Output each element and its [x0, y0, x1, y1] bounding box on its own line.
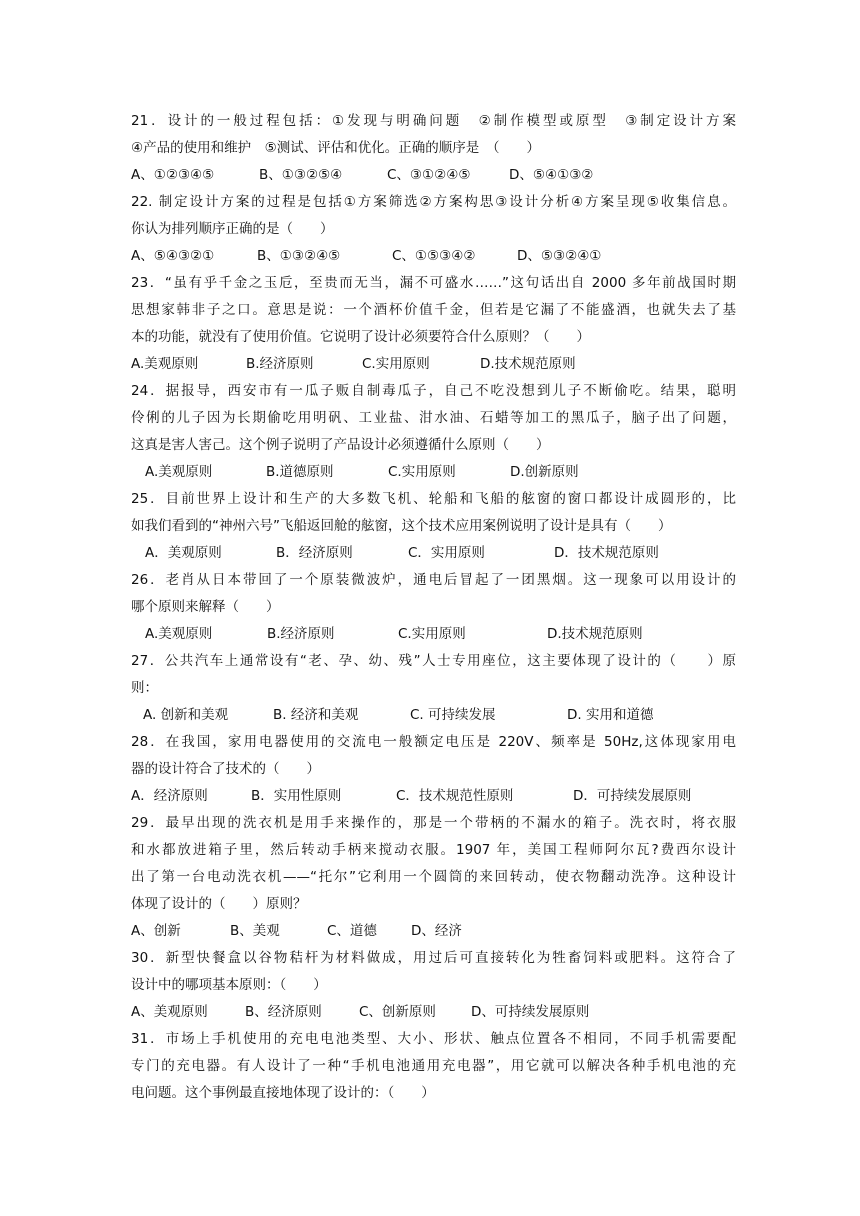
question-text-line: 29．最早出现的洗衣机是用手来操作的，那是一个带柄的不漏水的箱子。洗衣时，将衣服: [131, 815, 736, 831]
question-text-line: 31．市场上手机使用的充电电池类型、大小、形状、触点位置各不相同，不同手机需要配: [131, 1031, 736, 1047]
question-text-line: 思想家韩非子之口。意思是说：一个酒杯价值千金，但若是它漏了不能盛酒，也就失去了基: [131, 302, 736, 318]
question-text-line: 体现了设计的（ ）原则？: [131, 896, 307, 912]
question-text-line: 如我们看到的“神州六号”飞船返回舱的舷窗，这个技术应用案例说明了设计是具有（ ）: [131, 518, 672, 534]
option-a: A.美观原则: [145, 626, 213, 642]
question-text-line: 器的设计符合了技术的（ ）: [131, 761, 320, 777]
option-a: A.美观原则: [131, 356, 199, 372]
question-text-line: 21．设计的一般过程包括：①发现与明确问题 ②制作模型或原型 ③制定设计方案: [131, 113, 736, 129]
question-30: [131, 945, 736, 1026]
answer-options: [131, 162, 736, 189]
answer-options: [131, 702, 736, 729]
option-c: C．技术规范性原则: [396, 788, 514, 804]
option-a: A. 创新和美观: [143, 707, 229, 723]
option-b: B、美观: [230, 923, 280, 939]
option-c: C、③①②④⑤: [387, 167, 471, 183]
question-text-line: 伶俐的儿子因为长期偷吃用明矾、工业盐、泔水油、石蜡等加工的黑瓜子，脑子出了问题，: [131, 410, 736, 426]
question-text-line: 26．老肖从日本带回了一个原装微波炉，通电后冒起了一团黑烟。这一现象可以用设计的: [131, 572, 736, 588]
option-a: A.美观原则: [145, 464, 213, 480]
option-d: D.技术规范原则: [480, 356, 576, 372]
question-text-line: 24．据报导，西安市有一瓜子贩自制毒瓜子，自己不吃没想到儿子不断偷吃。结果，聪明: [131, 383, 736, 399]
answer-options: [131, 918, 736, 945]
answer-options: [131, 540, 736, 567]
answer-options: [131, 459, 736, 486]
question-26: [131, 567, 736, 648]
option-a: A、创新: [131, 923, 181, 939]
question-25: [131, 486, 736, 567]
option-b: B．实用性原则: [251, 788, 342, 804]
option-d: D、⑤④①③②: [509, 167, 594, 183]
question-text-line: 设计中的哪项基本原则：（ ）: [131, 977, 327, 993]
answer-options: [131, 621, 736, 648]
question-text-line: 专门的充电器。有人设计了一种“手机电池通用充电器”，用它就可以解决各种手机电池的充: [131, 1058, 736, 1074]
answer-options: [131, 999, 736, 1026]
option-d: D.创新原则: [510, 464, 579, 480]
option-a: A．经济原则: [131, 788, 208, 804]
option-b: B、经济原则: [245, 1004, 322, 1020]
option-b: B.道德原则: [266, 464, 334, 480]
question-27: [131, 648, 736, 729]
option-a: A、美观原则: [131, 1004, 208, 1020]
option-b: B. 经济和美观: [273, 707, 359, 723]
question-29: [131, 810, 736, 945]
question-text-line: ④产品的使用和维护 ⑤测试、评估和优化。正确的顺序是 （ ）: [131, 140, 540, 156]
option-c: C、创新原则: [359, 1004, 436, 1020]
question-text-line: 和水都放进箱子里，然后转动手柄来搅动衣服。1907 年，美国工程师阿尔瓦?费西尔设计: [131, 842, 736, 858]
question-text-line: 电问题。这个事例最直接地体现了设计的：（ ）: [131, 1085, 435, 1101]
option-c: C.实用原则: [362, 356, 430, 372]
question-text-line: 出了第一台电动洗衣机——“托尔”它利用一个圆筒的来回转动，使衣物翻动洗净。这种设计: [131, 869, 736, 885]
question-text-line: 25．目前世界上设计和生产的大多数飞机、轮船和飞船的舷窗的窗口都设计成圆形的，比: [131, 491, 736, 507]
option-c: C.实用原则: [388, 464, 456, 480]
answer-options: [131, 243, 736, 270]
question-23: [131, 270, 736, 378]
question-24: [131, 378, 736, 486]
question-text-line: 22. 制定设计方案的过程是包括①方案筛选②方案构思③设计分析④方案呈现⑤收集信息。: [131, 194, 736, 210]
option-c: C. 可持续发展: [410, 707, 496, 723]
option-d: D、经济: [411, 923, 462, 939]
question-text-line: 本的功能，就没有了使用价值。它说明了设计必须要符合什么原则？（ ）: [131, 329, 590, 345]
question-22: [131, 189, 736, 270]
question-text-line: 这真是害人害己。这个例子说明了产品设计必须遵循什么原则（ ）: [131, 437, 550, 453]
option-c: C、道德: [327, 923, 377, 939]
answer-options: [131, 351, 736, 378]
option-d: D、可持续发展原则: [471, 1004, 590, 1020]
question-text-line: 30．新型快餐盒以谷物秸杆为材料做成，用过后可直接转化为牲畜饲料或肥料。这符合了: [131, 950, 736, 966]
question-text-line: 23．“虽有乎千金之玉卮，至贵而无当，漏不可盛水……”这句话出自 2000 多年前战国时期: [131, 275, 736, 291]
option-d: D．可持续发展原则: [573, 788, 692, 804]
option-d: D、⑤③②④①: [517, 248, 602, 264]
option-b: B、①③②⑤④: [259, 167, 343, 183]
question-text-line: 28．在我国，家用电器使用的交流电一般额定电压是 220V、频率是 50Hz,这体现家用电: [131, 734, 736, 750]
option-d: D. 实用和道德: [567, 707, 654, 723]
option-c: C.实用原则: [398, 626, 466, 642]
question-31: [131, 1026, 736, 1107]
option-a: A、⑤④③②①: [131, 248, 215, 264]
question-21: [131, 108, 736, 189]
option-b: B.经济原则: [246, 356, 314, 372]
option-b: B．经济原则: [276, 545, 353, 561]
option-d: D.技术规范原则: [547, 626, 643, 642]
option-b: B.经济原则: [267, 626, 335, 642]
question-text-line: 27．公共汽车上通常设有“老、孕、幼、残”人士专用座位，这主要体现了设计的（ ）原: [131, 653, 736, 669]
question-list: [131, 108, 736, 1107]
option-d: D．技术规范原则: [554, 545, 659, 561]
question-text-line: 你认为排列顺序正确的是（ ）: [131, 221, 334, 237]
question-text-line: 哪个原则来解释（ ）: [131, 599, 280, 615]
option-c: C、①⑤③④②: [392, 248, 476, 264]
answer-options: [131, 783, 736, 810]
option-a: A．美观原则: [145, 545, 222, 561]
question-28: [131, 729, 736, 810]
option-c: C．实用原则: [408, 545, 485, 561]
question-text-line: 则：: [131, 680, 158, 696]
option-b: B、①③②④⑤: [257, 248, 341, 264]
option-a: A、①②③④⑤: [131, 167, 215, 183]
